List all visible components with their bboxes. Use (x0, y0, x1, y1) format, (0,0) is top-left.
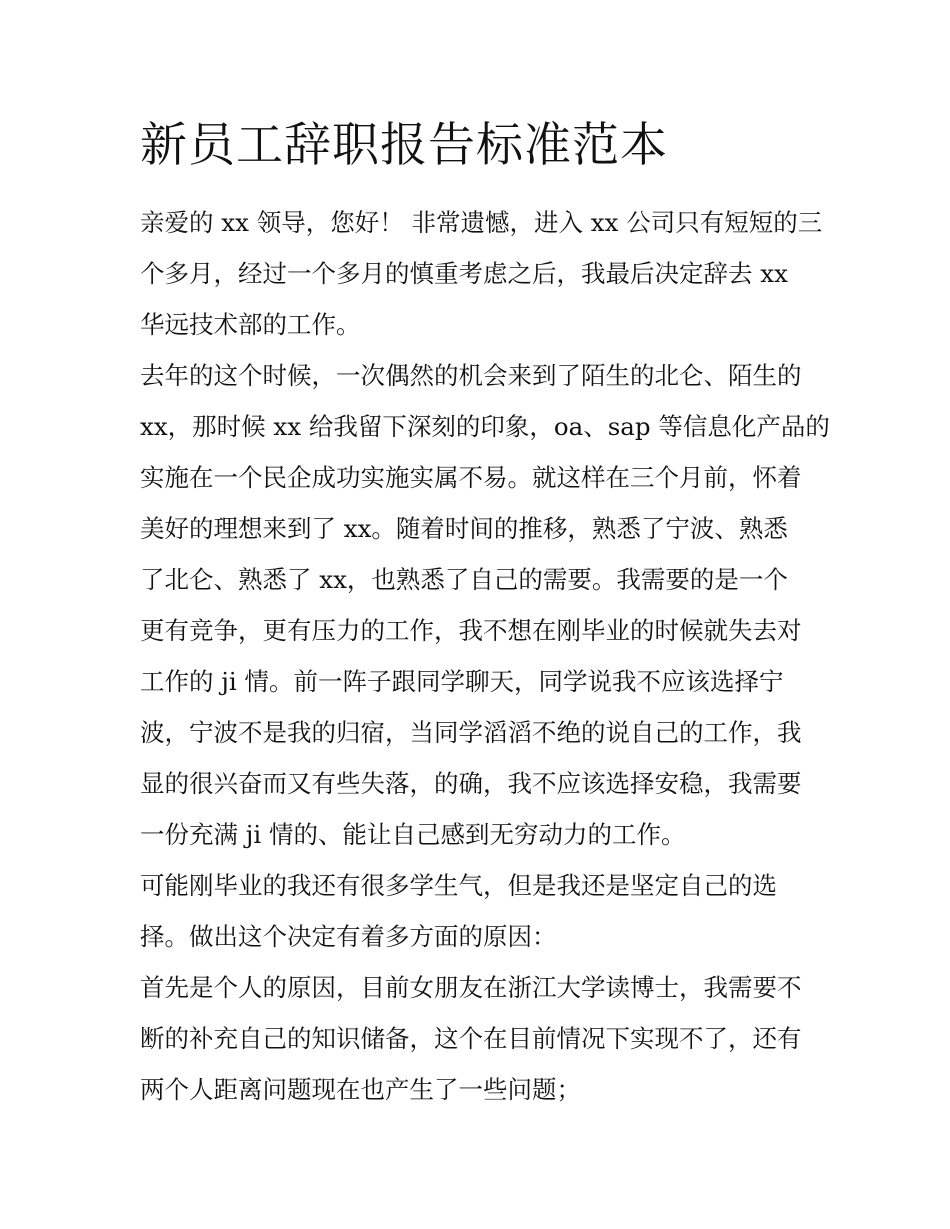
text-line: 两个人距离问题现在也产生了一些问题； (140, 1075, 581, 1104)
text-line: 择。做出这个决定有着多方面的原因： (140, 922, 557, 951)
text-line: 个多月，经过一个多月的慎重考虑之后，我最后决定辞去 xx (140, 259, 788, 288)
text-line: 断的补充自己的知识储备，这个在目前情况下实现不了，还有 (140, 1024, 802, 1053)
text-line: 了北仑、熟悉了 xx，也熟悉了自己的需要。我需要的是一个 (140, 565, 788, 594)
text-line: 首先是个人的原因，目前女朋友在浙江大学读博士，我需要不 (140, 973, 802, 1002)
text-line: 美好的理想来到了 xx。随着时间的推移，熟悉了宁波、熟悉 (140, 514, 788, 543)
text-line: 可能刚毕业的我还有很多学生气，但是我还是坚定自己的选 (140, 871, 777, 900)
text-line: 亲爱的 xx 领导，您好！ 非常遗憾，进入 xx 公司只有短短的三 (140, 208, 823, 237)
text-line: xx，那时候 xx 给我留下深刻的印象，oa、sap 等信息化产品的 (140, 412, 830, 441)
text-line: 华远技术部的工作。 (140, 310, 361, 339)
text-line: 一份充满 ji 情的、能让自己感到无穷动力的工作。 (140, 820, 686, 849)
text-line: 实施在一个民企成功实施实属不易。就这样在三个月前，怀着 (140, 463, 802, 492)
text-line: 显的很兴奋而又有些失落，的确，我不应该选择安稳，我需要 (140, 769, 802, 798)
page-title: 新员工辞职报告标准范本 (140, 118, 668, 173)
text-line: 去年的这个时候，一次偶然的机会来到了陌生的北仑、陌生的 (140, 361, 802, 390)
text-line: 工作的 ji 情。前一阵子跟同学聊天，同学说我不应该选择宁 (140, 667, 784, 696)
text-line: 波，宁波不是我的归宿，当同学滔滔不绝的说自己的工作，我 (140, 718, 802, 747)
text-line: 更有竞争，更有压力的工作，我不想在刚毕业的时候就失去对 (140, 616, 802, 645)
